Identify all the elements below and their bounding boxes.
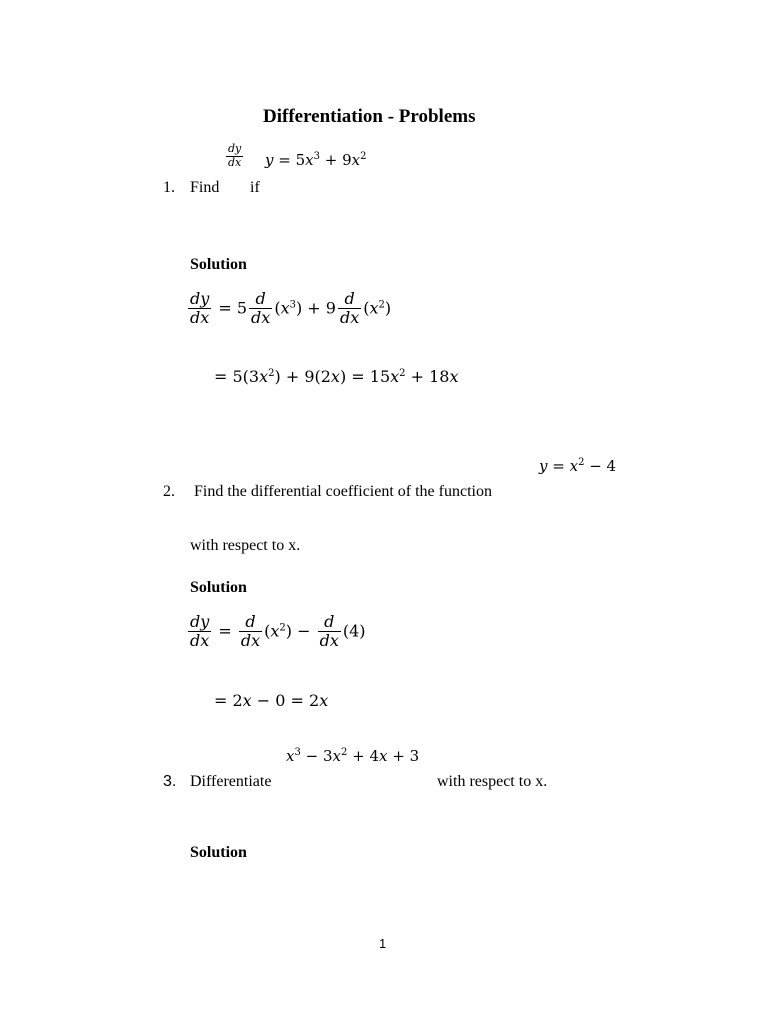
problem-2-equation: $y = x^2 - 4$ <box>539 457 617 475</box>
problem-3-number: 3. <box>163 773 177 790</box>
problem-3-prompt-start: Differentiate <box>190 773 272 790</box>
page-number: 1 <box>379 936 387 951</box>
problem-1-prompt-start: Find <box>190 179 220 196</box>
problem-2-prompt-continuation: with respect to x. <box>190 537 301 554</box>
problem-2-solution-label: Solution <box>190 579 247 596</box>
problem-2-solution-line-1: $\frac{dy}{dx}$ = $\frac{d}{dx}$ $(x^2)$ − $\frac{d}{dx}$ (4) <box>190 612 366 651</box>
problem-1-solution-line-2: = $5(3x^2) + 9(2x) = 15x^2 + 18x$ <box>214 367 459 386</box>
problem-3-equation: $x^3 - 3x^2 + 4x + 3$ <box>286 747 420 765</box>
problem-1-equation: $y = 5x^3 + 9x^2$ <box>265 151 367 169</box>
problem-2-prompt: Find the differential coefficient of the function <box>194 483 492 500</box>
problem-1-number: 1. <box>163 179 175 196</box>
problem-1-prompt-mid: if <box>250 179 260 196</box>
problem-3-solution-label: Solution <box>190 844 247 861</box>
problem-1-solution-line-1: $\frac{dy}{dx}$ = 5 $\frac{d}{dx}$ $(x^3) + 9$ $\frac{d}{dx}$ $(x^2)$ <box>190 289 392 328</box>
problem-3-prompt-end: with respect to x. <box>437 773 548 790</box>
problem-1-solution-label: Solution <box>190 256 247 273</box>
problem-2-solution-line-2: = 2x − 0 = 2x <box>214 691 329 710</box>
document-title: Differentiation - Problems <box>263 106 476 127</box>
problem-1-inline-dydx: $\frac{dy}{dx}$ <box>228 142 242 169</box>
problem-2-number: 2. <box>163 483 175 500</box>
